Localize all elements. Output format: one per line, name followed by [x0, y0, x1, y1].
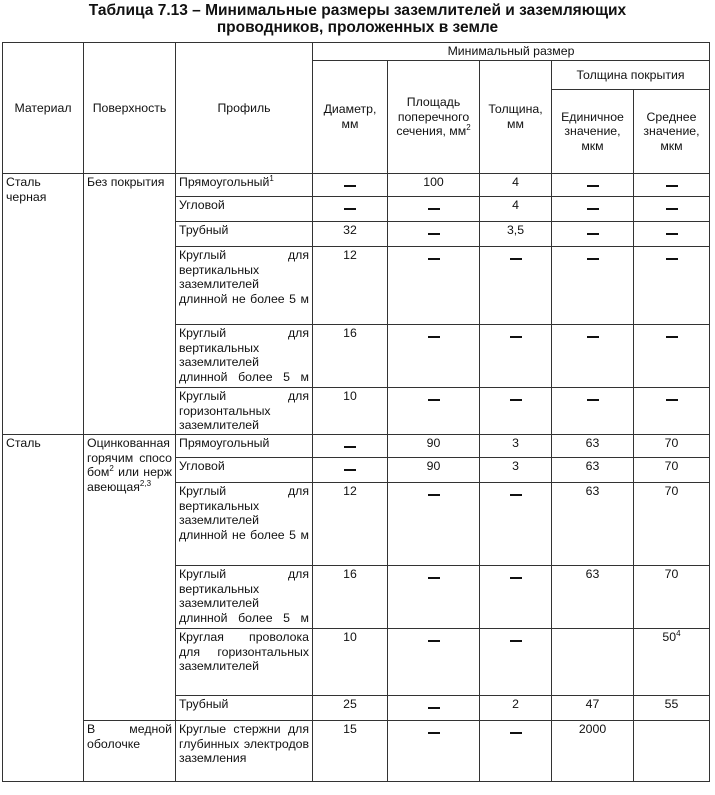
surface-or-footnote: 2,3 [139, 478, 152, 488]
profile-cell [176, 388, 313, 435]
thickness-cell [480, 197, 552, 222]
average-value-cell-text: 70 [664, 459, 679, 473]
thickness-cell [480, 721, 552, 782]
header-row-1 [3, 43, 710, 61]
diameter-cell-text: 16 [343, 567, 357, 581]
diameter-cell [313, 435, 388, 458]
dash-mark [510, 577, 522, 579]
profile-cell [176, 435, 313, 458]
average-value-cell [634, 629, 710, 696]
profile-cell [176, 629, 313, 696]
dash-mark [428, 577, 440, 579]
thickness-cell-text: 3,5 [506, 223, 525, 237]
dash-mark [666, 399, 678, 401]
area-cell [388, 388, 480, 435]
dash-mark [344, 208, 356, 210]
average-value-cell [634, 458, 710, 483]
dash-mark [510, 399, 522, 401]
table-title [0, 2, 715, 36]
thickness-cell [480, 566, 552, 629]
table-row [3, 174, 710, 197]
diameter-cell [313, 483, 388, 566]
average-value-cell [634, 566, 710, 629]
profile-cell [176, 721, 313, 782]
header-diameter: Диаметр, мм [313, 61, 388, 174]
thickness-cell [480, 435, 552, 458]
area-cell [388, 197, 480, 222]
surface-cell: В медной оболочке [84, 721, 176, 782]
diameter-cell [313, 325, 388, 388]
profile-cell [176, 696, 313, 721]
average-value-cell [634, 325, 710, 388]
dash-mark [428, 258, 440, 260]
dash-mark [344, 469, 356, 471]
title-line-1: Таблица 7.13 – Минимальные размеры заземлителей и заземляющих [88, 2, 627, 19]
single-value-cell [552, 197, 634, 222]
average-value-cell-text: 70 [664, 567, 679, 581]
profile-text: Трубный [179, 223, 229, 237]
dash-mark [344, 446, 356, 448]
thickness-cell [480, 696, 552, 721]
single-value-cell [552, 222, 634, 247]
diameter-cell [313, 458, 388, 483]
dash-mark [587, 233, 599, 235]
profile-text: Круглые стержни для глубинных электродов заземления [179, 722, 309, 766]
profile-cell [176, 247, 313, 325]
diameter-cell-text: 10 [343, 630, 357, 644]
area-cell-text: 90 [426, 459, 441, 473]
diameter-cell [313, 721, 388, 782]
dash-mark [510, 640, 522, 642]
profile-text: Круглая проволока для горизонтальных заземлителей [179, 630, 309, 674]
area-cell [388, 629, 480, 696]
dash-mark [587, 336, 599, 338]
diameter-cell [313, 566, 388, 629]
average-value-cell-text: 55 [664, 697, 679, 711]
profile-text: Круглый для вертикальных заземлителей длинной более 5 м [179, 326, 309, 384]
dash-mark [510, 336, 522, 338]
profile-text: Прямоугольный [179, 175, 270, 189]
single-value-cell [552, 483, 634, 566]
header-area-text: Площадь поперечного сечения, мм [396, 95, 470, 139]
profile-cell [176, 483, 313, 566]
diameter-cell-text: 12 [343, 484, 357, 498]
profile-cell [176, 174, 313, 197]
dash-mark [510, 732, 522, 734]
diameter-cell [313, 629, 388, 696]
area-cell [388, 435, 480, 458]
thickness-cell-text: 4 [512, 175, 519, 189]
thickness-cell [480, 388, 552, 435]
surface-cell [84, 435, 176, 721]
average-value-cell-text: 70 [664, 436, 679, 450]
diameter-cell-text: 10 [343, 389, 357, 403]
area-cell [388, 222, 480, 247]
dash-mark [428, 399, 440, 401]
average-value-cell-text: 70 [664, 484, 679, 498]
profile-cell [176, 197, 313, 222]
grounding-table [2, 42, 710, 782]
area-cell [388, 721, 480, 782]
thickness-cell-text: 3 [512, 459, 519, 473]
area-cell [388, 458, 480, 483]
diameter-cell-text: 15 [343, 722, 357, 736]
profile-cell [176, 458, 313, 483]
thickness-cell [480, 174, 552, 197]
thickness-cell [480, 325, 552, 388]
dash-mark [428, 233, 440, 235]
thickness-cell-text: 3 [512, 436, 519, 450]
profile-footnote: 1 [269, 173, 274, 183]
material-cell: Сталь [3, 435, 84, 782]
profile-text: Прямоугольный [179, 436, 270, 450]
profile-text: Круглый для вертикальных заземлителей длинной не более 5 м [179, 484, 309, 542]
diameter-cell-text: 32 [343, 223, 357, 237]
average-value-cell [634, 197, 710, 222]
diameter-cell [313, 174, 388, 197]
surface-cell: Без покрытия [84, 174, 176, 435]
single-value-cell [552, 174, 634, 197]
average-value-cell [634, 174, 710, 197]
single-value-cell-text: 63 [585, 567, 600, 581]
dash-mark [344, 185, 356, 187]
group-steel [3, 435, 710, 782]
single-value-cell [552, 388, 634, 435]
profile-text: Круглый для вертикальных заземлителей длинной более 5 м [179, 567, 309, 625]
header-single-value: Единичное значение, мкм [552, 90, 634, 174]
diameter-cell-text: 12 [343, 248, 357, 262]
dash-mark [428, 208, 440, 210]
diameter-cell [313, 222, 388, 247]
average-value-cell [634, 721, 710, 782]
profile-text: Круглый для горизонтальных заземлителей [179, 389, 309, 433]
header-min-size: Минимальный размер [313, 43, 710, 61]
dash-mark [428, 640, 440, 642]
dash-mark [666, 208, 678, 210]
single-value-cell [552, 325, 634, 388]
header-area [388, 61, 480, 174]
profile-text: Угловой [179, 459, 225, 473]
average-value-cell-text: 50 [662, 630, 677, 644]
single-value-cell-text: 2000 [578, 722, 607, 736]
diameter-cell [313, 197, 388, 222]
single-value-cell [552, 721, 634, 782]
area-cell [388, 566, 480, 629]
average-value-cell [634, 435, 710, 458]
dash-mark [428, 732, 440, 734]
dash-mark [666, 233, 678, 235]
thickness-cell [480, 247, 552, 325]
header-area-sup: 2 [466, 123, 471, 133]
area-cell [388, 325, 480, 388]
average-value-cell [634, 483, 710, 566]
table-row [3, 435, 710, 458]
title-line-2: проводников, проложенных в земле [216, 19, 499, 36]
single-value-cell [552, 629, 634, 696]
surface-galv-footnote: 2 [109, 464, 114, 474]
single-value-cell-text: 63 [585, 459, 600, 473]
dash-mark [666, 258, 678, 260]
dash-mark [587, 399, 599, 401]
dash-mark [510, 258, 522, 260]
single-value-cell [552, 696, 634, 721]
diameter-cell-text: 25 [343, 697, 357, 711]
thickness-cell [480, 629, 552, 696]
group-steel-black [3, 174, 710, 435]
area-cell-text: 100 [423, 175, 444, 189]
single-value-cell-text: 63 [585, 484, 600, 498]
header-coating-thickness: Толщина покрытия [552, 61, 710, 90]
diameter-cell [313, 388, 388, 435]
average-value-cell [634, 696, 710, 721]
area-cell [388, 696, 480, 721]
single-value-cell [552, 566, 634, 629]
single-value-cell-text: 47 [585, 697, 600, 711]
single-value-cell-text: 63 [585, 436, 600, 450]
surface-galv-text: Оцинкованная горячим способом [87, 436, 172, 480]
header-material: Материал [3, 43, 84, 174]
average-value-cell [634, 388, 710, 435]
diameter-cell [313, 247, 388, 325]
thickness-cell [480, 222, 552, 247]
dash-mark [587, 185, 599, 187]
dash-mark [666, 185, 678, 187]
header-profile: Профиль [176, 43, 313, 174]
profile-cell [176, 566, 313, 629]
profile-text: Круглый для вертикальных заземлителей длинной не более 5 м [179, 248, 309, 306]
table-row [3, 721, 710, 782]
thickness-cell [480, 458, 552, 483]
surface-or-text: или нержавеющая [87, 465, 172, 494]
average-value-cell [634, 247, 710, 325]
average-value-cell-footnote: 4 [676, 628, 681, 638]
thickness-cell-text: 4 [512, 198, 519, 212]
header-surface: Поверхность [84, 43, 176, 174]
dash-mark [428, 494, 440, 496]
material-cell: Сталь черная [3, 174, 84, 435]
dash-mark [428, 707, 440, 709]
dash-mark [666, 336, 678, 338]
dash-mark [510, 494, 522, 496]
diameter-cell [313, 696, 388, 721]
dash-mark [587, 208, 599, 210]
area-cell-text: 90 [426, 436, 441, 450]
single-value-cell [552, 247, 634, 325]
single-value-cell [552, 435, 634, 458]
dash-mark [428, 336, 440, 338]
header-average-value: Среднее значение, мкм [634, 90, 710, 174]
area-cell [388, 483, 480, 566]
profile-cell [176, 325, 313, 388]
single-value-cell [552, 458, 634, 483]
header-thickness: Толщина, мм [480, 61, 552, 174]
thickness-cell [480, 483, 552, 566]
diameter-cell-text: 16 [343, 326, 357, 340]
thickness-cell-text: 2 [512, 697, 519, 711]
dash-mark [587, 258, 599, 260]
profile-text: Угловой [179, 198, 225, 212]
area-cell [388, 247, 480, 325]
area-cell [388, 174, 480, 197]
profile-cell [176, 222, 313, 247]
profile-text: Трубный [179, 697, 229, 711]
average-value-cell [634, 222, 710, 247]
